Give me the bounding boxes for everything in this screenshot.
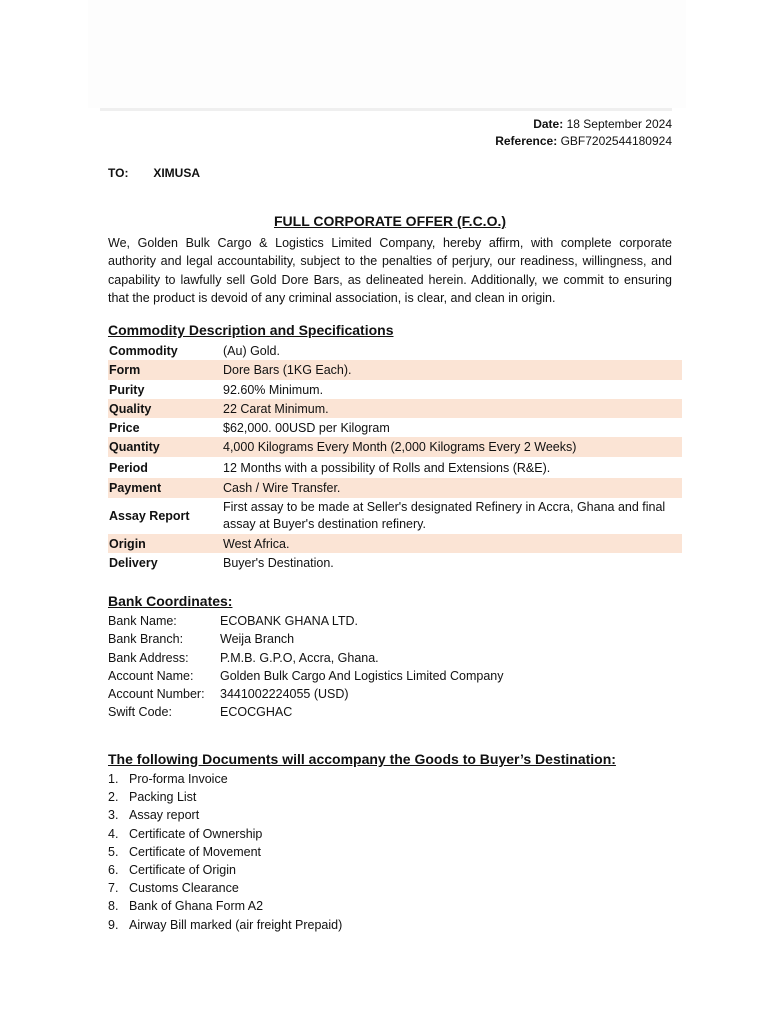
bank-row <box>108 667 503 685</box>
bank-heading: Bank Coordinates: <box>108 593 233 609</box>
document-text: Pro-forma Invoice <box>129 772 228 786</box>
spec-key: Period <box>109 460 148 475</box>
document-item <box>108 861 342 879</box>
bank-row <box>108 630 503 648</box>
document-item <box>108 897 342 915</box>
spec-key: Payment <box>108 478 222 498</box>
spec-key: Assay Report <box>109 509 190 523</box>
reference-label: Reference: <box>495 134 558 148</box>
spec-key: Origin <box>108 534 222 553</box>
date-value: 18 September 2024 <box>566 117 672 131</box>
bank-row <box>108 703 503 721</box>
document-number: 2. <box>108 790 119 805</box>
bank-value: P.M.B. G.P.O, Accra, Ghana. <box>220 650 379 665</box>
spec-value: West Africa. <box>222 534 682 553</box>
date-label: Date: <box>533 117 564 131</box>
commodity-heading: Commodity Description and Specifications <box>108 322 394 338</box>
document-text: Certificate of Movement <box>129 844 261 859</box>
document-text: Customs Clearance <box>129 881 239 896</box>
document-text: Airway Bill marked (air freight Prepaid) <box>129 917 343 932</box>
bank-key: Swift Code: <box>108 705 172 720</box>
spec-value: Buyer's Destination. <box>223 555 334 570</box>
spec-row <box>108 399 682 418</box>
bank-row <box>108 649 503 667</box>
spec-value: $62,000. 00USD per Kilogram <box>223 420 390 435</box>
date-line <box>533 117 672 131</box>
spec-key: Delivery <box>109 555 158 570</box>
spec-row <box>108 498 682 534</box>
spec-key: Price <box>109 420 140 435</box>
bank-value: Golden Bulk Cargo And Logistics Limited Company <box>220 668 504 683</box>
spec-key: Form <box>108 360 222 380</box>
spec-key: Commodity <box>109 343 178 358</box>
spec-value: 12 Months with a possibility of Rolls and Extensions (R&E). <box>223 460 551 475</box>
bank-key: Account Name: <box>108 668 194 683</box>
bank-value: ECOBANK GHANA LTD. <box>220 614 358 628</box>
document-number: 4. <box>108 826 119 841</box>
document-text: Packing List <box>129 790 197 805</box>
document-number: 3. <box>108 808 119 823</box>
document-text: Assay report <box>129 808 200 823</box>
spec-row <box>108 437 682 457</box>
document-text: Bank of Ghana Form A2 <box>129 899 264 914</box>
document-title: FULL CORPORATE OFFER (F.C.O.) <box>273 213 507 229</box>
document-text: Certificate of Ownership <box>129 826 263 841</box>
spec-row <box>108 534 682 553</box>
header-band <box>88 0 686 108</box>
spec-row <box>108 418 682 437</box>
spec-value: (Au) Gold. <box>223 343 280 358</box>
bank-value: 3441002224055 (USD) <box>220 687 349 702</box>
spec-row <box>108 478 682 498</box>
bank-key: Bank Address: <box>108 650 189 665</box>
document-number: 1. <box>108 772 119 786</box>
spec-row <box>108 457 682 478</box>
to-label: TO: <box>108 166 129 180</box>
to-value: XIMUSA <box>153 166 201 180</box>
spec-key: Purity <box>109 382 145 397</box>
spec-key: Quality <box>108 399 222 418</box>
bank-details <box>108 612 503 722</box>
bank-value: Weija Branch <box>220 632 295 647</box>
document-number: 7. <box>108 881 119 896</box>
spec-row <box>108 380 682 399</box>
documents-list <box>108 770 342 934</box>
document-number: 8. <box>108 899 119 914</box>
spec-value: Dore Bars (1KG Each). <box>222 360 682 380</box>
bank-key: Account Number: <box>108 687 205 702</box>
document-item <box>108 788 342 806</box>
document-number: 6. <box>108 863 119 878</box>
document-item <box>108 770 342 788</box>
bank-row <box>108 685 503 703</box>
spec-value: First assay to be made at Seller's designated Refinery in Accra, Ghana and final assay at Buyer's destination refinery. <box>223 500 666 531</box>
bank-row <box>108 612 503 630</box>
document-item <box>108 916 342 934</box>
to-line <box>108 166 200 180</box>
spec-value: 92.60% Minimum. <box>223 382 324 397</box>
document-item <box>108 843 342 861</box>
document-number: 9. <box>108 917 119 932</box>
spec-value: 4,000 Kilograms Every Month (2,000 Kilograms Every 2 Weeks) <box>222 437 682 457</box>
document-item <box>108 825 342 843</box>
spec-row <box>108 360 682 380</box>
document-text: Certificate of Origin <box>129 863 236 878</box>
document-item <box>108 806 342 824</box>
spec-value: Cash / Wire Transfer. <box>222 478 682 498</box>
bank-key: Bank Name: <box>108 614 177 628</box>
spec-row <box>108 341 682 360</box>
reference-value: GBF7202544180924 <box>560 134 672 148</box>
reference-line <box>495 134 672 148</box>
header-rule <box>100 108 672 111</box>
spec-row <box>108 553 682 572</box>
document-number: 5. <box>108 844 119 859</box>
intro-paragraph: We, Golden Bulk Cargo & Logistics Limited Company, hereby affirm, with complete corporate authority and legal accountability, subject to the penalties of perjury, our readiness, willingness, and capability to lawfully sell Gold Dore Bars, as delineated herein. Additionally, we commit to ensuring that the product is devoid of any criminal association, is clear, and clean in origin. <box>108 236 672 305</box>
spec-key: Quantity <box>108 437 222 457</box>
documents-heading: The following Documents will accompany the Goods to Buyer’s Destination: <box>108 751 616 767</box>
commodity-table <box>108 341 682 572</box>
bank-value: ECOCGHAC <box>220 705 293 720</box>
bank-key: Bank Branch: <box>108 632 184 647</box>
spec-value: 22 Carat Minimum. <box>222 399 682 418</box>
document-item <box>108 879 342 897</box>
